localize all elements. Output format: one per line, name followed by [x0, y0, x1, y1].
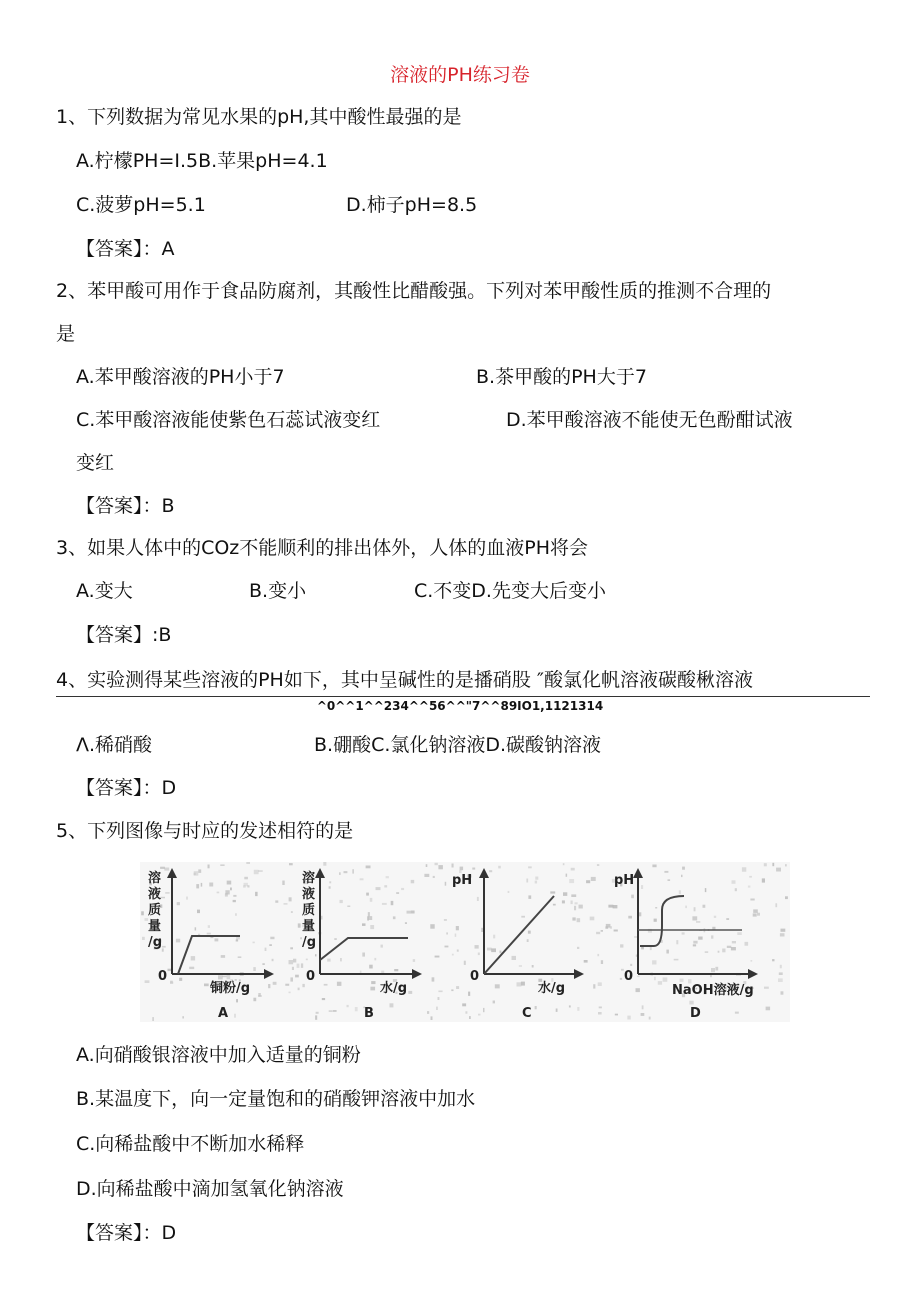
graph-d-caption: D	[690, 1006, 701, 1021]
graph-b-origin: 0	[306, 969, 316, 984]
graph-b-caption: B	[364, 1006, 374, 1021]
graph-b-x-label: 水/g	[380, 981, 408, 996]
q5-option-a: A.向硝酸银溶液中加入适量的铜粉	[76, 1044, 361, 1066]
q5-graphs-figure	[140, 862, 790, 1022]
graph-a-caption: A	[218, 1006, 229, 1021]
graph-b-y-label: 溶液质量/g	[302, 871, 317, 950]
q3-option-b: B.变小	[249, 580, 307, 602]
graph-c-x-label: 水/g	[538, 981, 566, 996]
q1-option-d: D.柿子pH=8.5	[346, 194, 478, 216]
q1-stem: 1、下列数据为常见水果的pH,其中酸性最强的是	[56, 106, 462, 128]
q3-option-a: A.变大	[76, 580, 133, 602]
q4-answer: 【答案】：D	[76, 777, 177, 799]
ph-scale-divider	[56, 696, 870, 697]
q1-answer: 【答案】：A	[76, 238, 175, 260]
graph-c-origin: 0	[470, 969, 480, 984]
q4-option-a: Λ.稀硝酸	[76, 734, 153, 756]
q5-option-b: B.某温度下，向一定量饱和的硝酸钾溶液中加水	[76, 1088, 476, 1110]
q2-option-d-line1: D.苯甲酸溶液不能使无色酚酣试液	[506, 409, 793, 431]
q2-stem-line2: 是	[56, 323, 76, 345]
q3-option-cd: C.不变D.先变大后变小	[414, 580, 606, 602]
q5-option-c: C.向稀盐酸中不断加水稀释	[76, 1133, 305, 1155]
graph-c-caption: C	[522, 1006, 532, 1021]
graph-d-y-label: pH	[614, 873, 635, 888]
q2-option-a: A.苯甲酸溶液的PH小于7	[76, 366, 285, 388]
graph-c-y-label: pH	[452, 873, 473, 888]
q2-stem-line1: 2、苯甲酸可用作于食品防腐剂，其酸性比醋酸强。下列对苯甲酸性质的推测不合理的	[56, 280, 772, 302]
q4-ph-scale: ^0^^1^^234^^56^^"7^^89IO1,1121314	[316, 699, 604, 713]
q5-option-d: D.向稀盐酸中滴加氢氧化钠溶液	[76, 1178, 344, 1200]
page-title: 溶液的PH练习卷	[390, 64, 530, 86]
graph-a-origin: 0	[158, 969, 168, 984]
q1-option-c: C.菠萝pH=5.1	[76, 194, 206, 216]
q2-option-d-line2: 变红	[76, 452, 115, 474]
q5-stem: 5、下列图像与时应的发述相符的是	[56, 820, 354, 842]
q2-option-c: C.苯甲酸溶液能使紫色石蕊试液变红	[76, 409, 381, 431]
q4-option-bcd: B.硼酸C.氯化钠溶液D.碳酸钠溶液	[314, 734, 602, 756]
q4-stem: 4、实验测得某些溶液的PH如下，其中呈碱性的是播硝股 ″酸氯化帆溶液碳酸楸溶液	[56, 669, 753, 691]
q2-option-b: B.茶甲酸的PH大于7	[476, 366, 647, 388]
q1-option-ab: A.柠檬PH=I.5B.苹果pH=4.1	[76, 150, 328, 172]
q3-answer: 【答案】:B	[76, 624, 172, 646]
graph-a-y-label: 溶液质量/g	[148, 871, 163, 950]
graph-d-origin: 0	[624, 969, 634, 984]
q2-answer: 【答案】：B	[76, 495, 175, 517]
graph-a-x-label: 铜粉/g	[210, 981, 251, 996]
q3-stem: 3、如果人体中的COz不能顺利的排出体外，人体的血液PH将会	[56, 537, 589, 559]
graph-d-x-label: NaOH溶液/g	[672, 983, 754, 998]
q5-answer: 【答案】：D	[76, 1222, 177, 1244]
